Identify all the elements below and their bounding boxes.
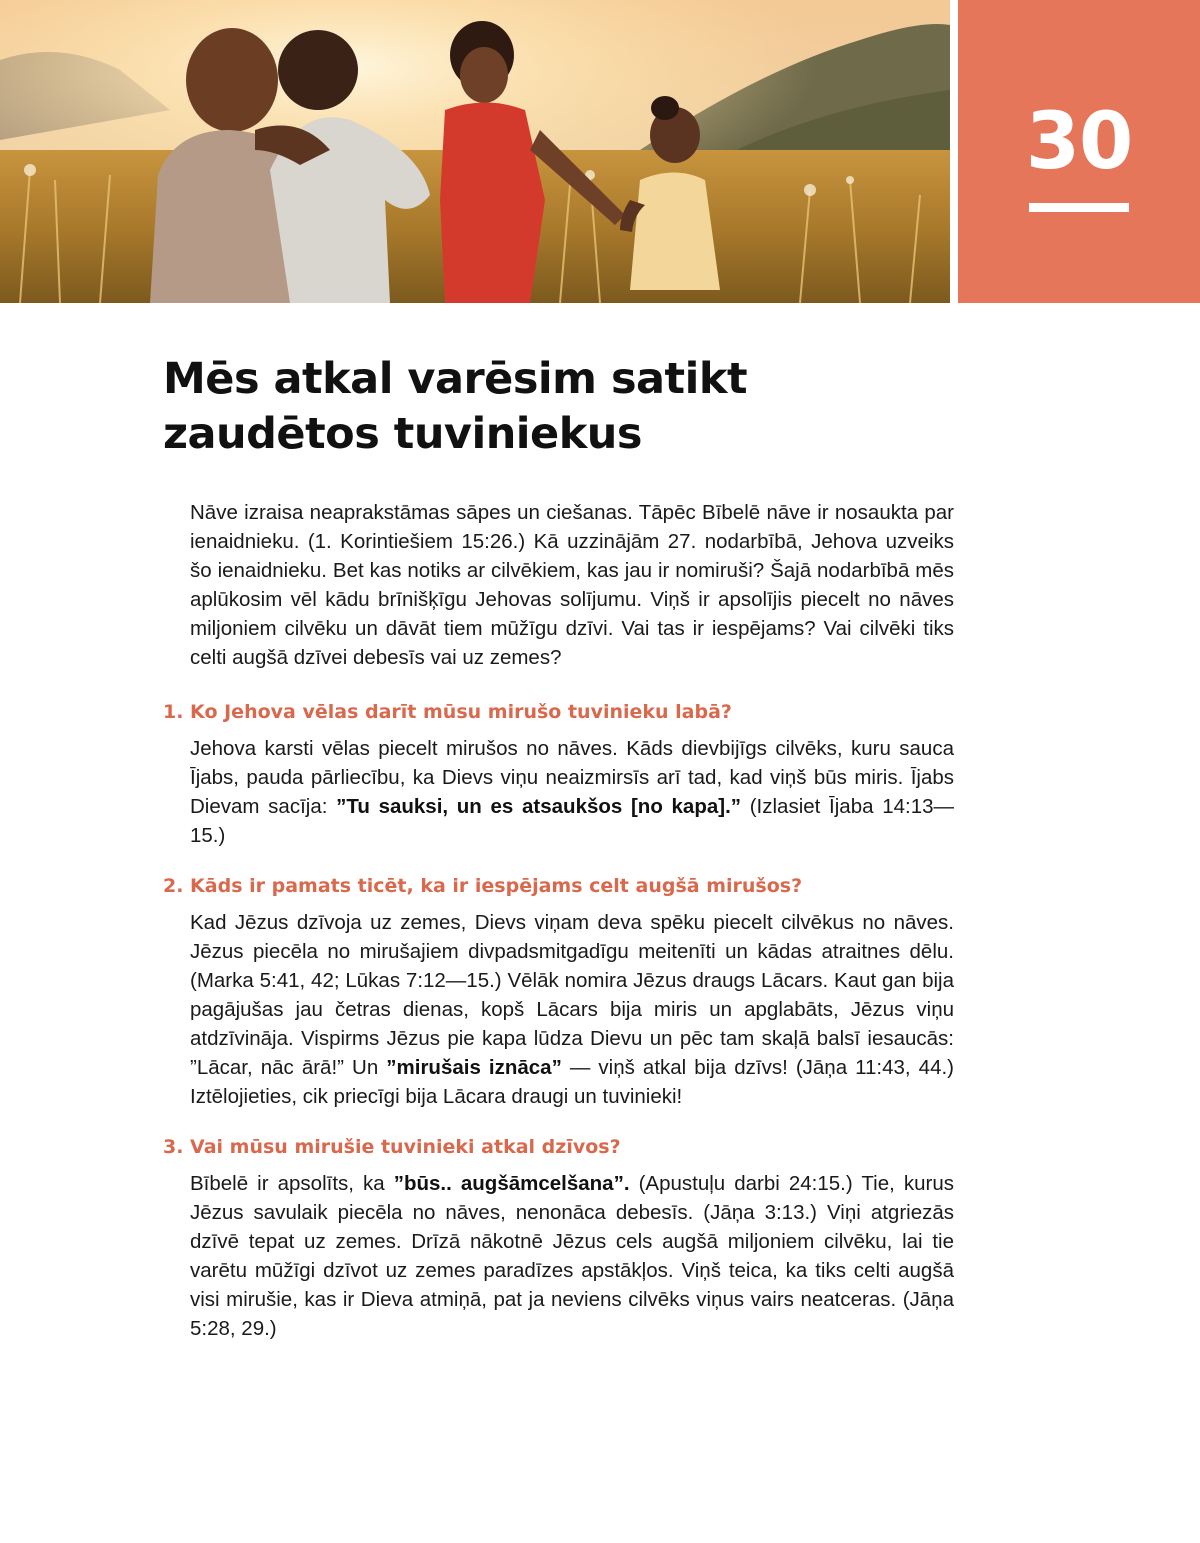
- answer-paragraph-1: [190, 734, 954, 850]
- hero-photo: [0, 0, 950, 303]
- section-2: [163, 873, 953, 1111]
- answer-text-3a: Bībelē ir apsolīts, ka: [190, 1172, 394, 1195]
- title-line-2: zaudētos tuviniekus: [163, 409, 643, 459]
- answer-text-1a: Jehova karsti vēlas piecelt mirušos no nāves. Kāds dievbijīgs cilvēks, kuru sauca Ījabs, pauda pārliecību, ka Dievs viņu neaizmirsīs arī tad, kad viņš būs miris. Ījabs Dievam sacīja:: [190, 737, 954, 818]
- lesson-number-tab: [958, 0, 1200, 303]
- answer-text-2b: — viņš atkal bija dzīvs! (Jāņa 11:43, 44.) Iztēlojieties, cik priecīgi bija Lācara draugi un tuvinieki!: [190, 1056, 954, 1108]
- question-heading-2: 2. Kāds ir pamats ticēt, ka ir iespējams celt augšā mirušos?: [163, 875, 803, 897]
- section-3: [163, 1134, 953, 1343]
- intro-paragraph: Nāve izraisa neaprakstāmas sāpes un ciešanas. Tāpēc Bībelē nāve ir nosaukta par ienaidnieku. (1. Korintiešiem 15:26.) Kā uzzinājām 27. nodarbībā, Jehova uzveiks šo ienaidnieku. Bet kas notiks ar cilvēkiem, kas jau ir nomiruši? Šajā nodarbībā mēs aplūkosim vēl kādu brīnišķīgu Jehovas solījumu. Viņš ir apsolījis piecelt no nāves miljoniem cilvēku un dāvāt tiem mūžīgu dzīvi. Vai tas ir iespējams? Vai cilvēki tiks celti augšā dzīvei debesīs vai uz zemes?: [190, 501, 954, 669]
- answer-quote-1: ”Tu sauksi, un es atsaukšos [no kapa].”: [336, 795, 742, 818]
- answer-text-3b: (Apustuļu darbi 24:15.) Tie, kurus Jēzus savulaik piecēla no nāves, nenonāca debesīs. (Jāņa 3:13.) Viņi atgriezās dzīvē tepat uz zemes. Drīzā nākotnē Jēzus cels augšā miljoniem cilvēku, lai tie varētu mūžīgi dzīvot uz zemes paradīzes apstākļos. Viņš teica, ka tiks celti augšā visi mirušie, kas ir Dieva atmiņā, pat ja neviens cilvēks viņus vairs neatceras. (Jāņa 5:28, 29.): [190, 1172, 954, 1340]
- section-1: [163, 699, 953, 850]
- answer-text-1b: (Izlasiet Ījaba 14:13—15.): [190, 795, 954, 847]
- answer-paragraph-2: [190, 908, 954, 1111]
- answer-paragraph-3: [190, 1169, 954, 1343]
- title-line-1: Mēs atkal varēsim satikt: [163, 354, 747, 404]
- answer-quote-3: ”būs.. augšāmcelšana”.: [393, 1172, 630, 1195]
- lesson-number: 30: [1025, 97, 1133, 187]
- lesson-number-underline: [1029, 203, 1129, 212]
- page-title: [163, 352, 963, 462]
- answer-quote-2: ”mirušais iznāca”: [386, 1056, 562, 1079]
- answer-text-2a: Kad Jēzus dzīvoja uz zemes, Dievs viņam deva spēku piecelt cilvēkus no nāves. Jēzus piecēla no mirušajiem divpadsmitgadīgu meitenīti un kādas atraitnes dēlu. (Marka 5:41, 42; Lūkas 7:12—15.) Vēlāk nomira Jēzus draugs Lācars. Kaut gan bija pagājušas jau četras dienas, kopš Lācars bija miris un apglabāts, Jēzus viņu atdzīvināja. Vispirms Jēzus pie kapa lūdza Dievu un pēc tam skaļā balsī iesaucās: ”Lācar, nāc ārā!” Un: [190, 911, 954, 1079]
- question-heading-3: 3. Vai mūsu mirušie tuvinieki atkal dzīvos?: [163, 1136, 621, 1158]
- lesson-content: [163, 498, 953, 1366]
- question-heading-1: 1. Ko Jehova vēlas darīt mūsu mirušo tuvinieku labā?: [163, 701, 732, 723]
